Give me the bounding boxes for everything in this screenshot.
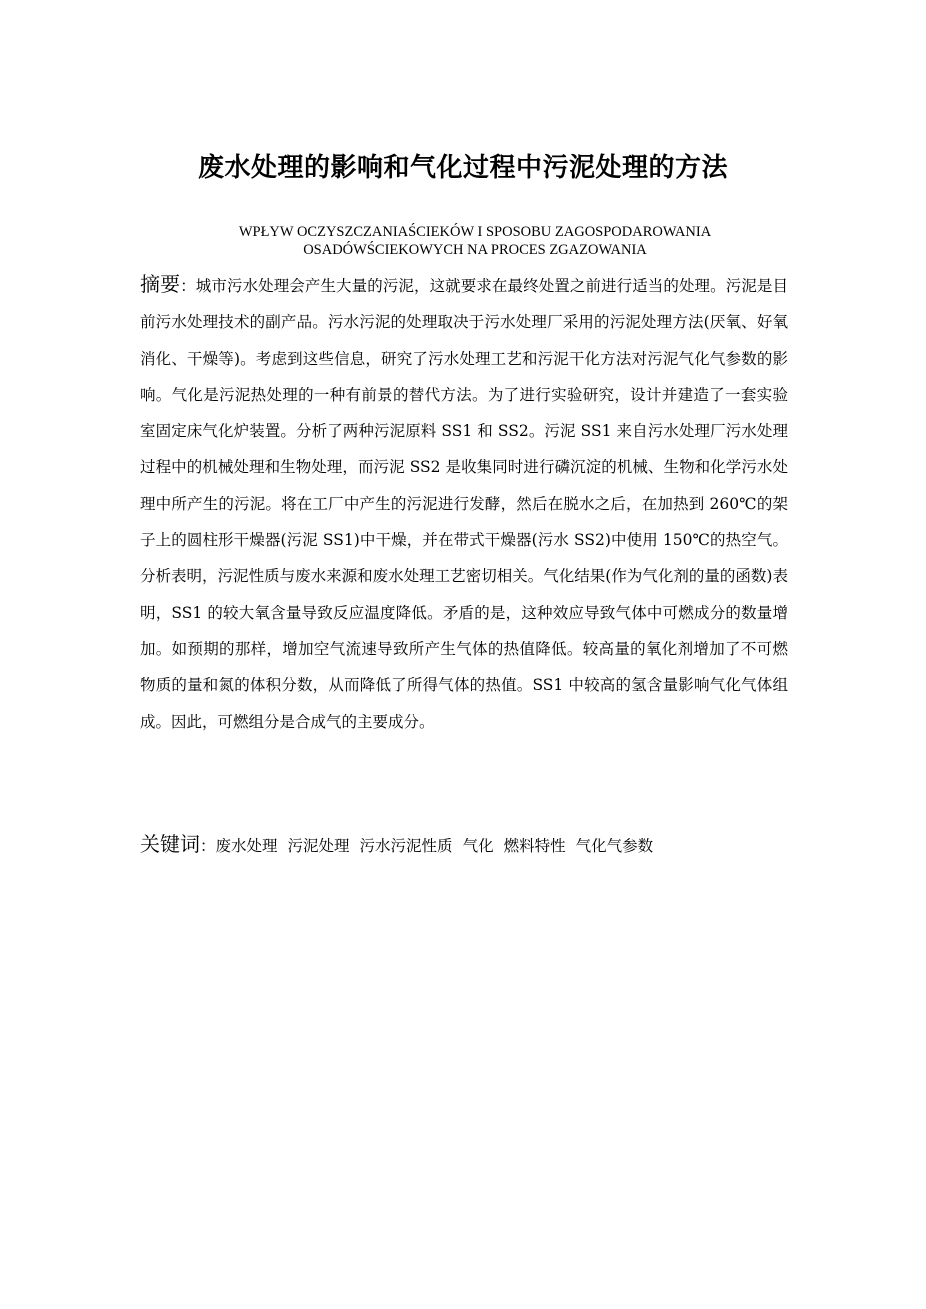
keyword-item: 气化 xyxy=(462,837,494,855)
subtitle-line-2: OSADÓWŚCIEKOWYCH NA PROCES ZGAZOWANIA xyxy=(303,242,647,258)
abstract-paragraph xyxy=(140,266,788,740)
abstract-label-separator: ： xyxy=(180,277,196,295)
keyword-item: 污泥处理 xyxy=(287,837,350,855)
keywords-line xyxy=(140,826,788,864)
keywords-label: 关键词 xyxy=(140,832,200,856)
keyword-item: 燃料特性 xyxy=(503,837,566,855)
keyword-item: 气化气参数 xyxy=(575,837,654,855)
subtitle-line-1: WPŁYW OCZYSZCZANIAŚCIEKÓW I SPOSOBU ZAGOSPODAROWANIA xyxy=(238,224,712,240)
document-subtitle xyxy=(140,223,810,259)
keyword-item: 污水污泥性质 xyxy=(359,837,453,855)
abstract-label: 摘要 xyxy=(140,272,181,296)
keywords-label-separator: ： xyxy=(200,837,216,855)
document-title: 废水处理的影响和气化过程中污泥处理的方法 xyxy=(197,153,728,183)
abstract-text: 城市污水处理会产生大量的污泥，这就要求在最终处置之前进行适当的处理。污泥是目前污水处理技术的副产品。污水污泥的处理取决于污水处理厂采用的污泥处理方法(厌氧、好氧消化、干燥等)。考虑到这些信息，研究了污水处理工艺和污泥干化方法对污泥气化气参数的影响。气化是污泥热处理的一种有前景的替代方法。为了进行实验研究，设计并建造了一套实验室固定床气化炉装置。分析了两种污泥原料 SS1 和 SS2。污泥 SS1 来自污水处理厂污水处理过程中的机械处理和生物处理，而污泥 SS2 是收集同时进行磷沉淀的机械、生物和化学污水处理中所产生的污泥。将在工厂中产生的污泥进行发酵，然后在脱水之后，在加热到 260℃的架子上的圆柱形干燥器(污泥 SS1)中干燥，并在带式干燥器(污水 SS2)中使用 150℃的热空气。分析表明，污泥性质与废水来源和废水处理工艺密切相关。气化结果(作为气化剂的量的函数)表明，SS1 的较大氧含量导致反应温度降低。矛盾的是，这种效应导致气体中可燃成分的数量增加。如预期的那样，增加空气流速导致所产生气体的热值降低。较高量的氧化剂增加了不可燃物质的量和氮的体积分数，从而降低了所得气体的热值。SS1 中较高的氢含量影响气化气体组成。因此，可燃组分是合成气的主要成分。 xyxy=(140,277,788,731)
keyword-item: 废水处理 xyxy=(215,837,278,855)
